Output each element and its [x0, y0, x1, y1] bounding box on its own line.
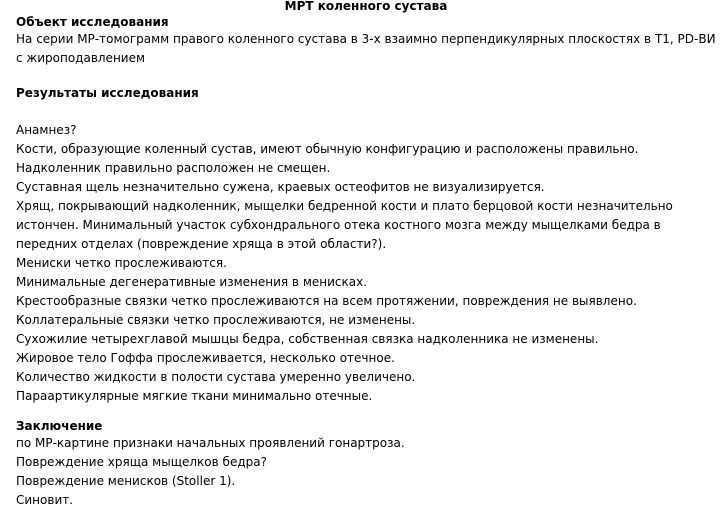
conclusion-line: Синовит. [16, 493, 74, 507]
conclusion-list [16, 434, 716, 510]
object-heading: Объект исследования [16, 15, 169, 29]
results-list [16, 121, 716, 406]
results-line: Крестообразные связки четко прослеживаются на всем протяжении, повреждения не выявлено. [16, 294, 637, 308]
results-line: Хрящ, покрывающий надколенник, мыщелки бедренной кости и плато берцовой кости незначительно истончен. Минимальный участок субхондрального отека костного мозга между мыщелками бедра в передних отделах (повреждение хряща в этой области?). [16, 199, 673, 251]
report-title: МРТ коленного сустава [284, 0, 448, 13]
results-line: Коллатеральные связки четко прослеживаются, не изменены. [16, 313, 416, 327]
results-line: Надколенник правильно расположен не смещен. [16, 161, 331, 175]
results-line: Количество жидкости в полости сустава умеренно увеличено. [16, 370, 416, 384]
results-line: Жировое тело Гоффа прослеживается, несколько отечное. [16, 351, 395, 365]
results-heading: Результаты исследования [16, 86, 199, 100]
object-text: На серии МР-томограмм правого коленного сустава в 3-х взаимно перпендикулярных плоскостях в T1, PD-ВИ с жироподавлением [16, 32, 716, 65]
results-line: Сухожилие четырехглавой мышцы бедра, собственная связка надколенника не изменены. [16, 332, 599, 346]
conclusion-line: Повреждение менисков (Stoller 1). [16, 474, 236, 488]
results-line: Мениски четко прослеживаются. [16, 256, 227, 270]
conclusion-heading: Заключение [16, 419, 103, 433]
report-document [16, 0, 716, 510]
results-line: Кости, образующие коленный сустав, имеют обычную конфигурацию и расположены правильно. [16, 142, 639, 156]
conclusion-line: Повреждение хряща мыщелков бедра? [16, 455, 267, 469]
results-line: Суставная щель незначительно сужена, краевых остеофитов не визуализируется. [16, 180, 545, 194]
results-line: Параартикулярные мягкие ткани минимально отечные. [16, 389, 373, 403]
results-line: Анамнез? [16, 123, 77, 137]
conclusion-line: по МР-картине признаки начальных проявлений гонартроза. [16, 436, 405, 450]
results-line: Минимальные дегенеративные изменения в менисках. [16, 275, 368, 289]
